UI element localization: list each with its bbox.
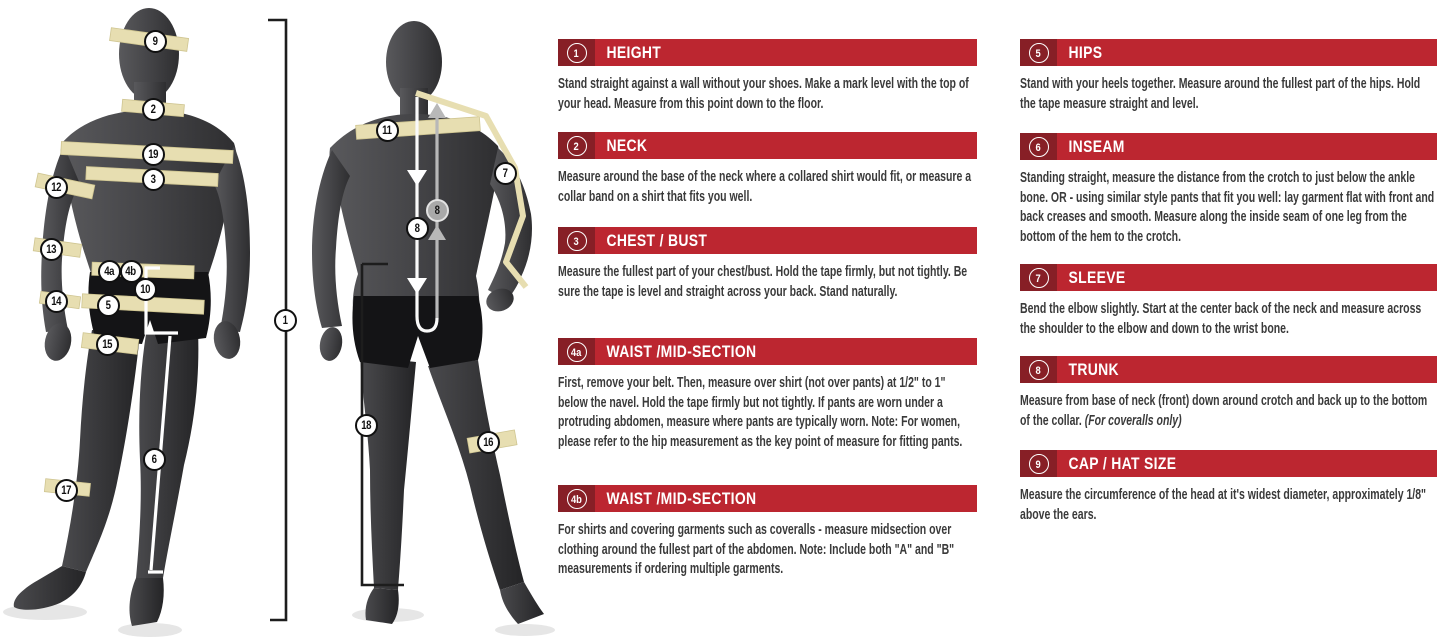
section-header-cap-hat-size (1020, 450, 1437, 477)
instructions-column-2 (1020, 0, 1437, 641)
section-header-height (558, 39, 977, 66)
circled-number-icon: 7 (1029, 268, 1049, 288)
section-header-chest-bust (558, 227, 977, 254)
circled-number-icon: 5 (1029, 43, 1049, 63)
marker-trunk-down-8: 8 (406, 217, 429, 240)
section-title: TRUNK (1068, 359, 1119, 379)
section-header-sleeve (1020, 264, 1437, 291)
circled-number-icon: 4b (567, 489, 587, 509)
section-body: Standing straight, measure the distance from the crotch to just below the ankle bone. OR - using similar style pants that fit you well: lay garment flat with front and back creases and smooth. Measure along the inside seam of one leg from the bottom of the hem to the crotch. (1020, 169, 1435, 245)
section-number-badge (558, 338, 595, 365)
marker-cap-9: 9 (144, 30, 167, 53)
instructions-column-1 (558, 0, 977, 641)
marker-trunk-up-8: 8 (426, 199, 449, 222)
section-number-badge (1020, 356, 1057, 383)
circled-number-icon: 4a (567, 342, 587, 362)
marker-chest-3: 3 (142, 168, 165, 191)
section-header-neck (558, 132, 977, 159)
section-number-badge (1020, 264, 1057, 291)
marker-neck-2: 2 (142, 98, 165, 121)
marker-bicep-12: 12 (45, 176, 68, 199)
section-header-hips (1020, 39, 1437, 66)
section-number-badge (558, 485, 595, 512)
section-waist-4b (558, 485, 977, 579)
mannequin-front-figure (0, 0, 310, 641)
marker-rise-10: 10 (134, 278, 157, 301)
section-body: First, remove your belt. Then, measure over shirt (not over pants) at 1/2" to 1" below the navel. Hold the tape firmly but not tightly. If pants are worn under a protruding abdomen, measure where pants are typically worn. Note: For women, please refer to the hip measurement as the key point of measure for fitting pants. (558, 374, 963, 450)
marker-knee-16: 16 (477, 431, 500, 454)
section-number-badge (558, 227, 595, 254)
section-title: HEIGHT (606, 42, 662, 62)
circled-number-icon: 1 (567, 43, 587, 63)
marker-hips-5: 5 (97, 294, 120, 317)
circled-number-icon: 2 (567, 136, 587, 156)
section-title: WAIST /MID-SECTION (606, 488, 757, 508)
section-cap-hat-size (1020, 450, 1437, 524)
circled-number-icon: 6 (1029, 137, 1049, 157)
marker-outseam-18: 18 (355, 414, 378, 437)
section-body: Stand straight against a wall without your shoes. Make a mark level with the top of your head. Measure from this point down to the floor. (558, 75, 969, 112)
section-title: INSEAM (1068, 136, 1125, 156)
section-number-badge (1020, 450, 1057, 477)
circled-number-icon: 8 (1029, 360, 1049, 380)
section-number-badge (558, 39, 595, 66)
section-title: NECK (606, 135, 648, 155)
section-sleeve (1020, 264, 1437, 338)
section-body: Measure the circumference of the head at it's widest diameter, approximately 1/8" above the ears. (1020, 486, 1427, 523)
circled-number-icon: 9 (1029, 454, 1049, 474)
section-number-badge (1020, 133, 1057, 160)
section-height (558, 39, 977, 113)
marker-shoulder-chest-19: 19 (142, 143, 165, 166)
section-body: Measure around the base of the neck where a collared shirt would fit, or measure a collar band on a shirt that fits you well. (558, 168, 972, 205)
section-title: CAP / HAT SIZE (1068, 453, 1177, 473)
marker-forearm-13: 13 (40, 238, 63, 261)
section-header-waist-4a (558, 338, 977, 365)
marker-wrist-14: 14 (45, 290, 68, 313)
mannequin-back-figure (310, 0, 560, 641)
section-header-inseam (1020, 133, 1437, 160)
section-body: Measure from base of neck (front) down around crotch and back up to the bottom of the collar. (For coveralls only) (1020, 392, 1428, 429)
marker-thigh-15: 15 (96, 333, 119, 356)
marker-calf-17: 17 (55, 479, 78, 502)
section-body: For shirts and covering garments such as coveralls - measure midsection over clothing around the fullest part of the abdomen. Note: Include both "A" and "B" measurements if ordering multiple garments. (558, 521, 955, 577)
section-inseam (1020, 133, 1437, 246)
section-trunk (1020, 356, 1437, 430)
section-chest-bust (558, 227, 977, 301)
section-header-trunk (1020, 356, 1437, 383)
marker-shoulder-width-11: 11 (376, 119, 399, 142)
section-title: HIPS (1068, 42, 1103, 62)
marker-waist-4a: 4a (98, 260, 121, 283)
marker-height-1: 1 (274, 309, 297, 332)
marker-sleeve-7: 7 (494, 162, 517, 185)
section-number-badge (1020, 39, 1057, 66)
marker-inseam-6: 6 (143, 448, 166, 471)
section-neck (558, 132, 977, 206)
section-body: Measure the fullest part of your chest/bust. Hold the tape firmly, but not tightly. Be sure the tape is level and straight across your back. Stand naturally. (558, 263, 968, 300)
marker-waist-4b: 4b (120, 260, 143, 283)
section-header-waist-4b (558, 485, 977, 512)
section-body: Stand with your heels together. Measure around the fullest part of the hips. Hold the tape measure straight and level. (1020, 75, 1421, 112)
section-body-italic: (For coveralls only) (1084, 411, 1182, 429)
section-number-badge (558, 132, 595, 159)
circled-number-icon: 3 (567, 231, 587, 251)
section-title: SLEEVE (1068, 267, 1126, 287)
section-hips (1020, 39, 1437, 113)
section-body: Bend the elbow slightly. Start at the center back of the neck and measure across the shoulder to the elbow and down to the wrist bone. (1020, 300, 1422, 337)
section-title: WAIST /MID-SECTION (606, 341, 757, 361)
section-waist-4a (558, 338, 977, 451)
section-title: CHEST / BUST (606, 230, 708, 250)
